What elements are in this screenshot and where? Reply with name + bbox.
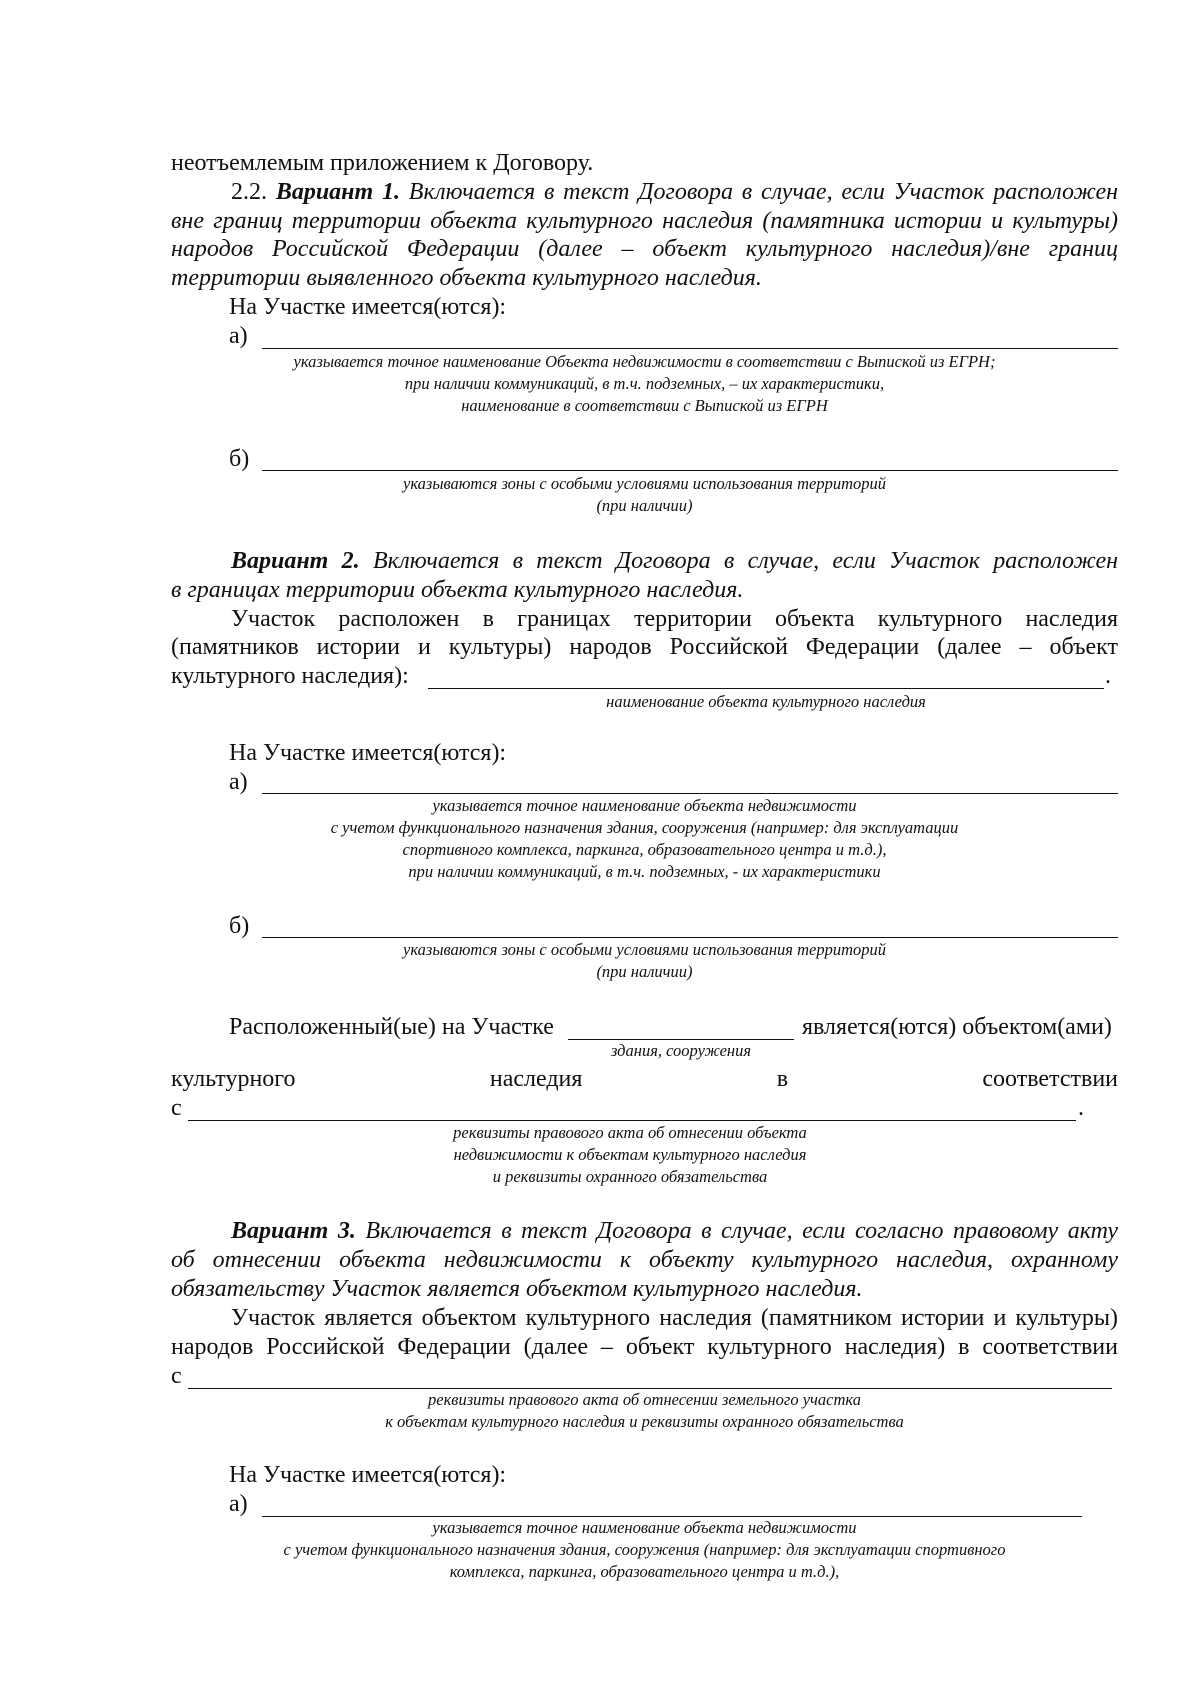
variant-3-label: Вариант 3. — [231, 1218, 356, 1244]
hint-heritage-name: наименование объекта культурного наследия — [606, 692, 926, 711]
fill-line-v1-a — [262, 348, 1118, 349]
variant-3-line-1: Вариант 3. Включается в текст Договора в случае, если согласно правовому акту — [231, 1218, 1118, 1244]
variant-2-body-2: (памятников истории и культуры) народов Российской Федерации (далее – объект — [171, 634, 1118, 660]
hint-v2-a-2: с учетом функционального назначения здания, сооружения (например: для эксплуатации — [330, 818, 959, 837]
hint-v1-a-2: при наличии коммуникаций, в т.ч. подземных, – их характеристики, — [404, 374, 885, 393]
on-plot-label-2: На Участке имеется(ются): — [229, 740, 507, 766]
located-label-end: является(ются) объектом(ами) — [802, 1014, 1112, 1040]
variant-3-line-3: обязательству Участок является объектом культурного наследия. — [171, 1276, 863, 1302]
hint-v2-act-3: и реквизиты охранного обязательства — [492, 1167, 768, 1186]
variant-3-line-2: об отнесении объекта недвижимости к объекту культурного наследия, охранному — [171, 1247, 1118, 1273]
variant-2-body-end: . — [1105, 663, 1111, 689]
hint-v2-act-1: реквизиты правового акта об отнесении объекта — [453, 1123, 807, 1142]
fill-line-v2-a — [262, 793, 1118, 794]
with-end-v2: . — [1078, 1095, 1084, 1121]
word-in: в — [776, 1066, 789, 1092]
variant-3-body-1: Участок является объектом культурного наследия (памятником истории и культуры) — [231, 1305, 1118, 1331]
fill-line-v3-act — [188, 1388, 1112, 1389]
hint-v3-a-1: указывается точное наименование объекта недвижимости — [432, 1518, 857, 1537]
fill-line-heritage-name — [428, 688, 1104, 689]
hint-v3-a-3: комплекса, паркинга, образовательного центра и т.д.), — [449, 1562, 840, 1581]
fill-line-v3-a — [262, 1516, 1082, 1517]
hint-v1-b-2: (при наличии) — [596, 496, 693, 515]
item-a-label-1: а) — [229, 323, 248, 349]
hint-v2-b-2: (при наличии) — [596, 962, 693, 981]
fill-line-v2-act — [188, 1120, 1076, 1121]
hint-v2-a-4: при наличии коммуникаций, в т.ч. подземных, - их характеристики — [408, 862, 881, 881]
word-heritage: наследия — [489, 1066, 583, 1092]
paragraph-end: неотъемлемым приложением к Договору. — [171, 150, 594, 176]
variant-2-body-1: Участок расположен в границах территории объекта культурного наследия — [231, 606, 1118, 632]
hint-v3-a-2: с учетом функционального назначения здания, сооружения (например: для эксплуатации спортивного — [283, 1540, 1006, 1559]
with-prefix-v3: с — [171, 1363, 182, 1389]
hint-v1-a-3: наименование в соответствии с Выпиской из ЕГРН — [461, 396, 828, 415]
located-label-start: Расположенный(ые) на Участке — [229, 1014, 554, 1040]
item-b-label-2: б) — [229, 913, 250, 939]
on-plot-label-1: На Участке имеется(ются): — [229, 294, 507, 320]
clause-2-2-line-3: народов Российской Федерации (далее – объект культурного наследия)/вне границ — [171, 236, 1118, 262]
fill-line-v1-b — [262, 470, 1118, 471]
variant-2-body-3: культурного наследия): — [171, 663, 409, 689]
hint-v3-act-1: реквизиты правового акта об отнесении земельного участка — [428, 1390, 861, 1409]
variant-2-line-1: Вариант 2. Включается в текст Договора в случае, если Участок расположен — [231, 548, 1119, 574]
fill-line-building — [568, 1039, 794, 1040]
with-prefix-v2: с — [171, 1095, 182, 1121]
item-a-label-3: а) — [229, 1491, 248, 1517]
clause-2-2-line-4: территории выявленного объекта культурного наследия. — [171, 265, 762, 291]
item-a-label-2: а) — [229, 769, 248, 795]
hint-v2-act-2: недвижимости к объектам культурного наследия — [453, 1145, 807, 1164]
fill-line-v2-b — [262, 937, 1118, 938]
clause-2-2-line-1: 2.2. Вариант 1. Включается в текст Договора в случае, если Участок расположен — [231, 179, 1119, 205]
hint-v2-a-3: спортивного комплекса, паркинга, образовательного центра и т.д.), — [402, 840, 887, 859]
variant-1-label: Вариант 1. — [275, 179, 400, 205]
hint-v2-b-1: указываются зоны с особыми условиями использования территорий — [403, 940, 886, 959]
hint-v1-a-1: указывается точное наименование Объекта недвижимости в соответствии с Выпиской из ЕГРН; — [293, 352, 996, 371]
hint-v3-act-2: к объектам культурного наследия и реквизиты охранного обязательства — [385, 1412, 904, 1431]
word-cultural: культурного — [171, 1066, 296, 1092]
hint-building: здания, сооружения — [610, 1041, 752, 1060]
clause-number: 2.2. — [231, 179, 267, 205]
heritage-words-row — [171, 1066, 1118, 1094]
hint-v1-b-1: указываются зоны с особыми условиями использования территорий — [403, 474, 886, 493]
on-plot-label-3: На Участке имеется(ются): — [229, 1462, 507, 1488]
word-accordance: соответствии — [982, 1066, 1118, 1092]
hint-v2-a-1: указывается точное наименование объекта недвижимости — [432, 796, 857, 815]
clause-2-2-line-2: вне границ территории объекта культурного наследия (памятника истории и культуры) — [171, 208, 1118, 234]
variant-2-line-2: в границах территории объекта культурного наследия. — [171, 577, 744, 603]
variant-3-body-2: народов Российской Федерации (далее – объект культурного наследия) в соответствии — [171, 1334, 1118, 1360]
variant-2-label: Вариант 2. — [231, 548, 360, 574]
item-b-label-1: б) — [229, 446, 250, 472]
